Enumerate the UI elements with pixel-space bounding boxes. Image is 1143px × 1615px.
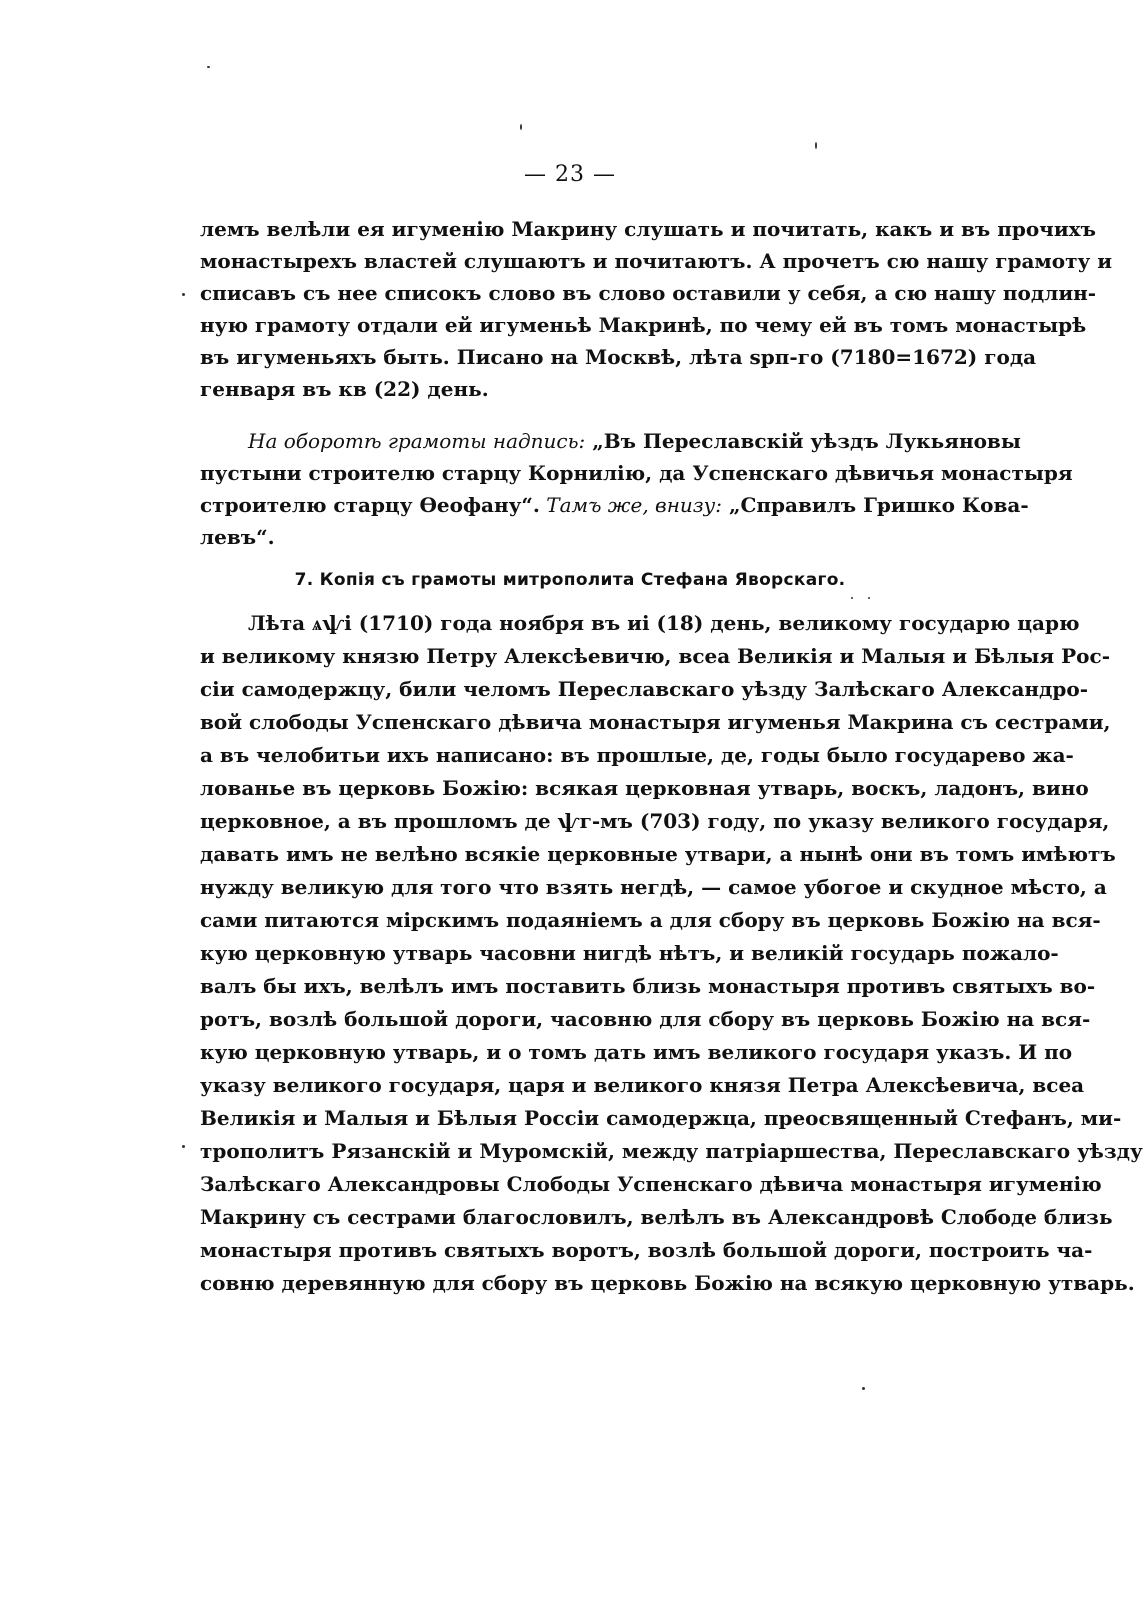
- paragraph-line: ротъ, возлѣ большой дороги, часовню для сбору въ церковь Божію на вся-: [200, 1007, 1091, 1031]
- paragraph-line: нужду великую для того что взять негдѣ, — самое убогое и скудное мѣсто, а: [200, 875, 1107, 899]
- paragraph-line: вой слободы Успенскаго дѣвича монастыря игуменья Макрина съ сестрами,: [200, 710, 1111, 734]
- paragraph-line: трополитъ Рязанскій и Муромскій, между патріаршества, Переславскаго уѣзду: [200, 1139, 1143, 1163]
- paragraph-line: ную грамоту отдали ей игуменьѣ Макринѣ, по чему ей въ томъ монастырѣ: [200, 313, 1087, 337]
- paragraph-line: генваря въ кв (22) день.: [200, 377, 489, 401]
- paragraph-line: лованье въ церковь Божію: всякая церковная утварь, воскъ, ладонъ, вино: [200, 776, 1089, 800]
- scan-speck: [851, 597, 853, 599]
- paragraph-line: списавъ съ нее списокъ слово въ слово оставили у себя, а сю нашу подлин-: [200, 281, 1097, 305]
- paragraph-line: левъ“.: [200, 525, 275, 549]
- paragraph-line: Великія и Малыя и Бѣлыя Россіи самодержца, преосвященный Стефанъ, ми-: [200, 1106, 1122, 1130]
- paragraph-line: пустыни строителю старцу Корнилію, да Успенскаго дѣвичья монастыря: [200, 461, 1073, 485]
- paragraph-3: [200, 607, 1143, 1300]
- paragraph-line: Залѣскаго Александровы Слободы Успенскаго дѣвича монастыря игуменію: [200, 1172, 1102, 1196]
- scan-speck: [182, 293, 185, 296]
- paragraph-2: [200, 425, 1073, 553]
- paragraph-line: валъ бы ихъ, велѣлъ имъ поставить близь монастыря противъ святыхъ во-: [200, 974, 1096, 998]
- paragraph-line: монастырехъ властей слушаютъ и почитаютъ. А прочетъ сю нашу грамоту и: [200, 249, 1113, 273]
- paragraph-line: совню деревянную для сбору въ церковь Божію на всякую церковную утварь.: [200, 1271, 1135, 1295]
- scan-speck: [207, 66, 210, 68]
- scan-speck: [520, 124, 522, 130]
- paragraph-line: въ игуменьяхъ быть. Писано на Москвѣ, лѣта ѕрп-го (7180=1672) года: [200, 345, 1037, 369]
- paragraph-line: Лѣта ѧѱі (1710) года ноября въ иі (18) день, великому государю царю: [248, 611, 1080, 635]
- paragraph-line: кую церковную утварь часовни нигдѣ нѣтъ, и великій государь пожало-: [200, 941, 1059, 965]
- paragraph-line: и великому князю Петру Алексѣевичю, всеа Великія и Малыя и Бѣлыя Рос-: [200, 644, 1110, 668]
- paragraph-line: сіи самодержцу, били челомъ Переславскаго уѣзду Залѣскаго Александро-: [200, 677, 1089, 701]
- scan-speck: [868, 597, 870, 599]
- paragraph-line: кую церковную утварь, и о томъ дать имъ великого государя указъ. И по: [200, 1040, 1073, 1064]
- paragraph-line: [200, 425, 1021, 457]
- paragraph-line: церковное, а въ прошломъ де ѱг-мъ (703) году, по указу великого государя,: [200, 809, 1110, 833]
- paragraph-line: [200, 489, 1029, 521]
- quote-text: строителю старцу Ѳеофану“.: [200, 493, 540, 517]
- paragraph-1: [200, 213, 1113, 405]
- paragraph-line: давать имъ не велѣно всякіе церковные утвари, а нынѣ они въ томъ имѣютъ: [200, 842, 1116, 866]
- section-heading: 7. Копія съ грамоты митрополита Стефана Яворскаго.: [294, 570, 846, 590]
- italic-note: Тамъ же, внизу:: [539, 493, 722, 517]
- scan-speck: [815, 142, 817, 149]
- quote-text: „Справилъ Гришко Кова-: [722, 493, 1029, 517]
- paragraph-line: монастыря противъ святыхъ воротъ, возлѣ большой дороги, построить ча-: [200, 1238, 1093, 1262]
- paragraph-line: а въ челобитьи ихъ написано: въ прошлые, де, годы было государево жа-: [200, 743, 1074, 767]
- paragraph-line: Макрину съ сестрами благословилъ, велѣлъ въ Александровѣ Слободе близь: [200, 1205, 1113, 1229]
- scan-speck: [182, 1145, 185, 1148]
- scan-speck: [862, 1387, 865, 1390]
- paragraph-line: сами питаются мірскимъ подаяніемъ а для сбору въ церковь Божію на вся-: [200, 908, 1101, 932]
- quote-text: „Въ Переславскій уѣздъ Лукьяновы: [585, 429, 1021, 453]
- paragraph-line: указу великого государя, царя и великого князя Петра Алексѣевича, всеа: [200, 1073, 1085, 1097]
- paragraph-line: лемъ велѣли ея игуменію Макрину слушать и почитать, какъ и въ прочихъ: [200, 217, 1096, 241]
- page-number: — 23 —: [524, 162, 616, 187]
- italic-note: На оборотѣ грамоты надпись:: [248, 429, 586, 453]
